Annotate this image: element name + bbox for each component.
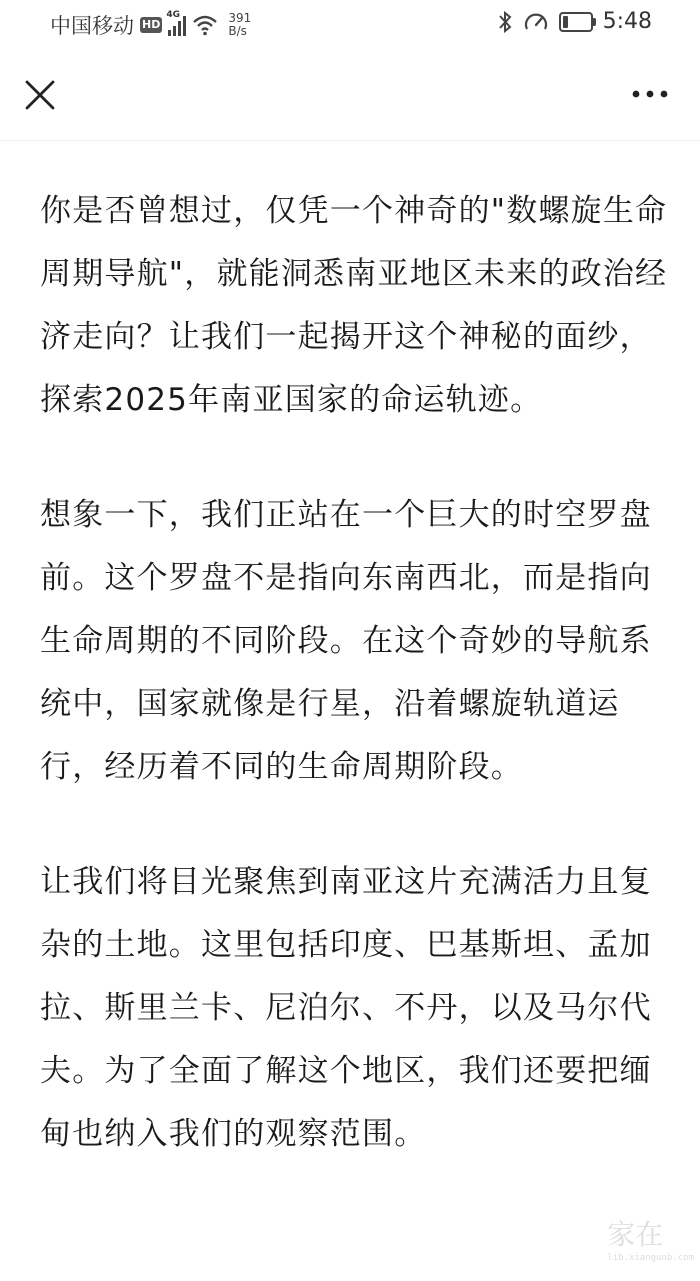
- more-horizontal-icon[interactable]: [630, 82, 670, 106]
- wifi-icon: [192, 14, 218, 36]
- network-type: 4G: [166, 10, 180, 20]
- speed-unit: B/s: [228, 24, 247, 38]
- network-speed: [228, 12, 251, 38]
- watermark-subtext: lib.xiangunb.com: [607, 1253, 694, 1263]
- status-right: [497, 9, 652, 34]
- battery-level: [563, 16, 568, 28]
- clock: 5:48: [602, 9, 652, 34]
- watermark-text: 家在: [607, 1218, 664, 1251]
- article-body: [40, 180, 670, 1218]
- hd-badge: HD: [142, 18, 161, 31]
- signal-icon: [166, 10, 186, 36]
- watermark-logo: [607, 1213, 694, 1263]
- battery-icon: [559, 12, 593, 32]
- article-paragraph-2: 想象一下，我们正站在一个巨大的时空罗盘前。这个罗盘不是指向东南西北，而是指向生命周期的不同阶段。在这个奇妙的导航系统中，国家就像是行星，沿着螺旋轨道运行，经历着不同的生命周期阶段。: [40, 497, 652, 785]
- navbar: [0, 48, 700, 141]
- bluetooth-icon: [497, 10, 513, 34]
- status-bar: [0, 0, 700, 48]
- status-left: [50, 10, 251, 40]
- speed-value: 391: [228, 11, 252, 25]
- article-paragraph-3: 让我们将目光聚焦到南亚这片充满活力且复杂的土地。这里包括印度、巴基斯坦、孟加拉、斯里兰卡、尼泊尔、不丹，以及马尔代夫。为了全面了解这个地区，我们还要把缅甸也纳入我们的观察范围。: [40, 864, 652, 1152]
- article-paragraph-1: 你是否曾想过，仅凭一个神奇的"数螺旋生命周期导航"，就能洞悉南亚地区未来的政治经济走向？让我们一起揭开这个神秘的面纱，探索2025年南亚国家的命运轨迹。: [40, 193, 668, 418]
- speedometer-icon: [523, 10, 549, 34]
- carrier-name: 中国移动: [50, 14, 134, 38]
- close-icon[interactable]: [20, 74, 60, 114]
